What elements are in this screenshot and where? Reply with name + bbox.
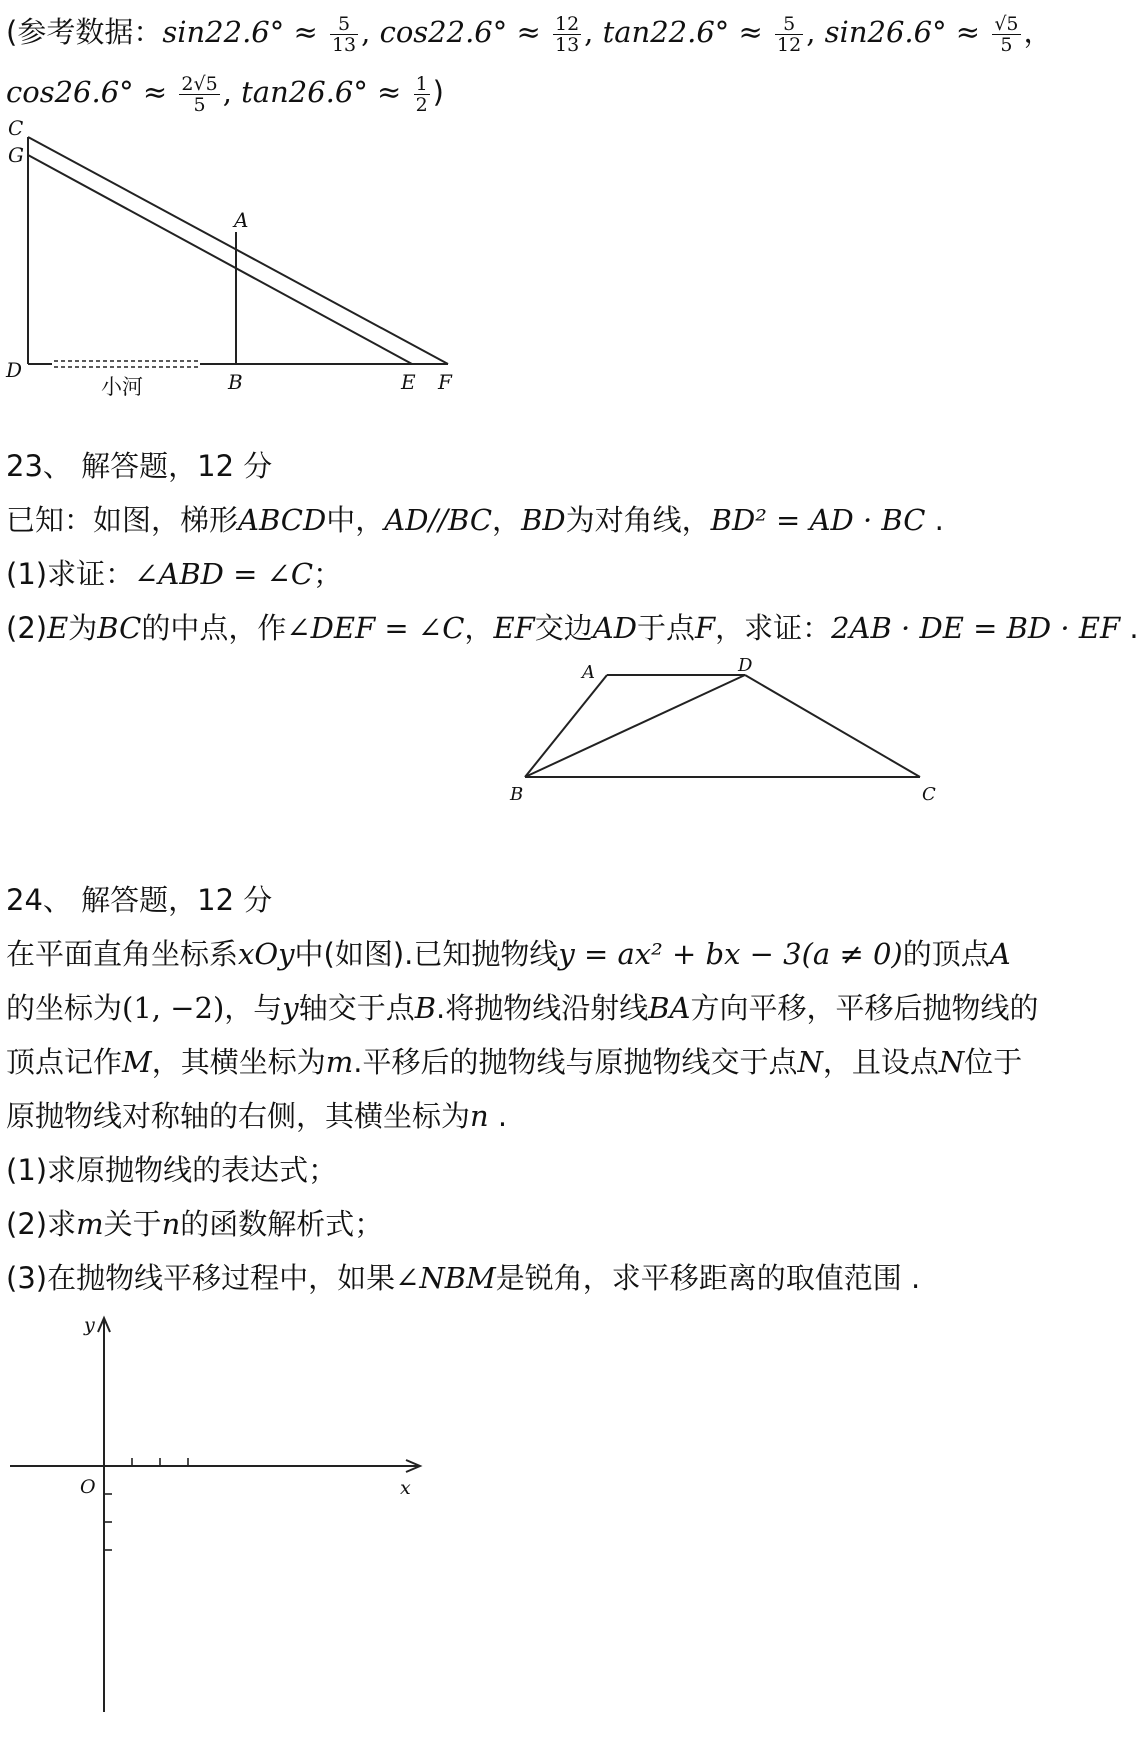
frac-sin26 — [992, 14, 1020, 55]
text: . — [925, 503, 944, 537]
text: ，且设点 — [822, 1045, 939, 1079]
frac-num: 12 — [554, 12, 580, 35]
ref-open: (参考数据： — [6, 15, 163, 49]
text: .平移后的抛物线与原抛物线交于点 — [353, 1045, 798, 1079]
ref-tan22: tan22.6° ≈ — [602, 15, 773, 49]
ref-tan26: tan26.6° ≈ — [241, 75, 411, 109]
frac-num: 5 — [775, 14, 803, 35]
label-a: A — [234, 208, 249, 232]
text: (2) — [6, 611, 48, 645]
trapezoid-figure — [490, 650, 960, 815]
ref-line-1 — [6, 12, 1053, 55]
math: ∠ABD = ∠C — [134, 557, 314, 591]
text: 为 — [68, 611, 98, 645]
line-ge — [28, 155, 412, 364]
x-axis-label: x — [400, 1477, 411, 1499]
math: y — [282, 991, 299, 1025]
text: (3)在抛物线平移过程中，如果 — [6, 1261, 396, 1295]
math: BD — [521, 503, 566, 537]
text: (1)求证： — [6, 557, 135, 591]
river-label: 小河 — [101, 375, 143, 399]
frac-num: √5 — [994, 12, 1019, 35]
math: ∠DEF = ∠C — [286, 611, 465, 645]
label-c: C — [8, 116, 24, 140]
axes-figure — [0, 1300, 440, 1720]
ref-close: ) — [432, 75, 444, 109]
frac-cos26 — [179, 74, 219, 115]
text: ，其横坐标为 — [151, 1045, 326, 1079]
q24-para-3 — [6, 1042, 1022, 1082]
sep: , — [584, 15, 603, 49]
text: 中(如图).已知抛物线 — [294, 937, 559, 971]
frac-den: 13 — [554, 33, 580, 56]
q24-sub-3 — [6, 1258, 920, 1298]
ref-line-2 — [6, 72, 444, 115]
frac-den: 13 — [331, 33, 357, 56]
math: m — [325, 1045, 354, 1079]
text: 原抛物线对称轴的右侧，其横坐标为 — [6, 1099, 471, 1133]
frac-num: 2√5 — [181, 72, 218, 95]
diagonal-bd — [525, 675, 745, 777]
q24-para-2 — [6, 988, 1039, 1028]
math: (1, −2) — [122, 991, 225, 1025]
q24-header: 24、 解答题，12 分 — [6, 883, 273, 917]
math: F — [694, 611, 716, 645]
text: 为对角线， — [565, 503, 711, 537]
text: 的坐标为 — [6, 991, 123, 1025]
label-f: F — [438, 370, 452, 394]
frac-den: 2 — [415, 93, 428, 116]
line-cf — [28, 137, 448, 364]
q23-line-1 — [6, 500, 944, 540]
text: 交边 — [534, 611, 593, 645]
label-e: E — [401, 370, 416, 394]
frac-num: 5 — [330, 14, 358, 35]
y-axis-label: y — [84, 1314, 95, 1336]
text: 位于 — [964, 1045, 1023, 1079]
text: 的顶点 — [902, 937, 990, 971]
math: B — [414, 991, 437, 1025]
math: y = ax² + bx − 3(a ≠ 0) — [558, 937, 903, 971]
river-figure — [0, 115, 520, 415]
frac-sin22 — [330, 14, 358, 55]
math: N — [938, 1045, 965, 1079]
label-d: D — [6, 358, 23, 382]
math: EF — [493, 611, 535, 645]
text: . — [1120, 611, 1139, 645]
math: AD//BC — [384, 503, 493, 537]
q24-sub-2 — [6, 1204, 383, 1244]
math: A — [989, 937, 1011, 971]
q23-line-3 — [6, 608, 1139, 648]
text: 顶点记作 — [6, 1045, 123, 1079]
label-d: D — [738, 655, 753, 676]
frac-num: 1 — [415, 72, 428, 95]
sep: , — [806, 15, 825, 49]
label-g: G — [8, 143, 24, 167]
math: m — [76, 1207, 104, 1241]
frac-den: 5 — [1000, 33, 1013, 56]
text: ； — [313, 557, 343, 591]
ref-sin26: sin26.6° ≈ — [824, 15, 990, 49]
text: 方向平移，平移后抛物线的 — [690, 991, 1039, 1025]
text: 轴交于点 — [298, 991, 415, 1025]
frac-cos22 — [553, 14, 581, 55]
text: .将抛物线沿射线 — [436, 991, 649, 1025]
text: 是锐角，求平移距离的取值范围 . — [495, 1261, 921, 1295]
frac-den: 5 — [193, 93, 206, 116]
math: ∠NBM — [395, 1261, 496, 1295]
origin-label: O — [80, 1476, 96, 1498]
q24-para-4 — [6, 1096, 507, 1136]
label-a: A — [582, 662, 595, 683]
text: 的函数解析式； — [180, 1207, 384, 1241]
text: 于点 — [636, 611, 695, 645]
q23-header: 23、 解答题，12 分 — [6, 449, 273, 483]
math: BC — [97, 611, 142, 645]
text: 已知：如图，梯形 — [6, 503, 239, 537]
label-c: C — [922, 784, 936, 805]
math: E — [47, 611, 69, 645]
text: 在平面直角坐标系 — [6, 937, 239, 971]
sep: , — [361, 15, 380, 49]
text: . — [488, 1099, 508, 1133]
q23-line-2 — [6, 554, 342, 594]
side-ab — [525, 675, 607, 777]
text: ， — [464, 611, 494, 645]
text: 关于 — [103, 1207, 162, 1241]
ref-cos22: cos22.6° ≈ — [379, 15, 550, 49]
text: ，求证： — [715, 611, 832, 645]
label-b: B — [510, 784, 524, 805]
side-dc — [745, 675, 920, 777]
text: ，与 — [224, 991, 283, 1025]
q24-para-1 — [6, 934, 1011, 974]
q24-sub-1: (1)求原抛物线的表达式； — [6, 1153, 338, 1187]
frac-tan26 — [414, 74, 430, 115]
comma: ， — [1023, 15, 1053, 49]
text: 的中点，作 — [141, 611, 287, 645]
ref-cos26: cos26.6° ≈ — [6, 75, 177, 109]
text: (2)求 — [6, 1207, 77, 1241]
math: n — [470, 1099, 489, 1133]
frac-den: 12 — [777, 33, 802, 56]
text: 中， — [326, 503, 385, 537]
ref-sin22: sin22.6° ≈ — [162, 15, 327, 49]
math: BA — [648, 991, 691, 1025]
label-b: B — [228, 370, 243, 394]
frac-tan22 — [775, 14, 803, 55]
math: 2AB · DE = BD · EF — [831, 611, 1121, 645]
math: N — [797, 1045, 823, 1079]
math: xOy — [238, 937, 295, 971]
sep: , — [222, 75, 242, 109]
math: M — [122, 1045, 152, 1079]
text: ， — [492, 503, 522, 537]
math: ABCD — [238, 503, 327, 537]
math: BD² = AD · BC — [710, 503, 926, 537]
math: n — [161, 1207, 181, 1241]
math: AD — [592, 611, 637, 645]
